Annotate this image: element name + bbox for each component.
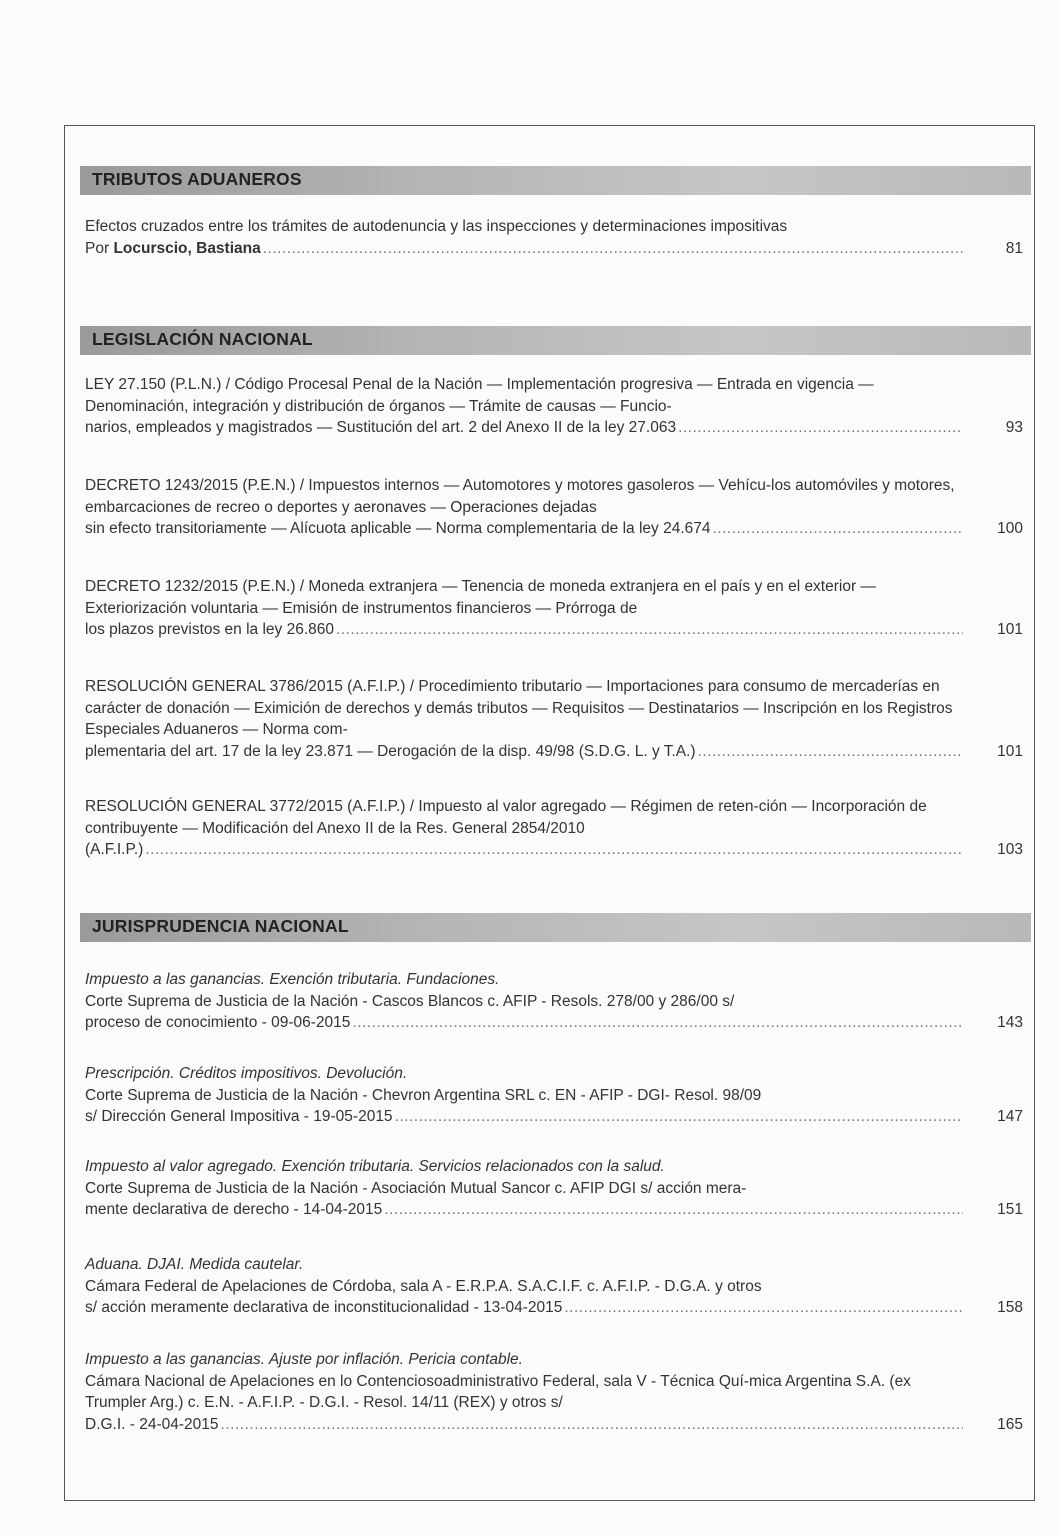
section-title: JURISPRUDENCIA NACIONAL: [92, 916, 349, 936]
entry-text-last: s/ Dirección General Impositiva - 19-05-2015: [85, 1108, 393, 1125]
toc-entry[interactable]: [85, 1063, 1023, 1128]
entry-text: DECRETO 1232/2015 (P.E.N.) / Moneda extranjera — Tenencia de moneda extranjera en el país y en el exterior — Exteriorización voluntaria — Emisión de instrumentos financieros — Prórroga de: [85, 578, 876, 617]
section-title: TRIBUTOS ADUANEROS: [92, 169, 302, 189]
page-number: 151: [997, 1201, 1023, 1218]
entry-text-last: s/ acción meramente declarativa de inconstitucionalidad - 13-04-2015: [85, 1299, 563, 1316]
page-number: 81: [1005, 239, 1023, 257]
leader-dots: [352, 1012, 963, 1034]
page-number: 158: [997, 1299, 1023, 1316]
entry-text: RESOLUCIÓN GENERAL 3786/2015 (A.F.I.P.) / Procedimiento tributario — Importaciones para consumo de mercaderías en carácter de donación — Eximición de derechos y demás tributos — Requisitos — Destinatarios — Inscripción en los Registros Especiales Aduaneros — Norma com-: [85, 678, 953, 738]
entry-topic: Prescripción. Créditos impositivos. Devolución.: [85, 1065, 408, 1082]
entry-text-last: proceso de conocimiento - 09-06-2015: [85, 1014, 351, 1031]
entry-topic: Impuesto al valor agregado. Exención tributaria. Servicios relacionados con la salud.: [85, 1158, 665, 1175]
entry-text: Corte Suprema de Justicia de la Nación - Asociación Mutual Sancor c. AFIP DGI s/ acción mera-: [85, 1179, 747, 1197]
toc-entry[interactable]: [85, 475, 1023, 540]
entry-text-last: los plazos previstos en la ley 26.860: [85, 621, 335, 638]
entry-text-last: mente declarativa de derecho - 14-04-2015: [85, 1201, 383, 1218]
toc-entry[interactable]: [85, 1349, 1023, 1435]
page-number: 143: [997, 1014, 1023, 1031]
section-header-jurisprudencia-nacional: [80, 913, 1031, 942]
leader-dots: [713, 518, 964, 540]
leader-dots: [698, 741, 963, 763]
leader-dots: [145, 839, 963, 861]
leader-dots: [678, 417, 963, 439]
entry-text-last: sin efecto transitoriamente — Alícuota aplicable — Norma complementaria de la ley 24.674: [85, 520, 711, 537]
entry-text: RESOLUCIÓN GENERAL 3772/2015 (A.F.I.P.) / Impuesto al valor agregado — Régimen de reten-ción — Incorporación de contribuyente — Modificación del Anexo II de la Res. General 2854/2010: [85, 798, 927, 837]
page-number: 100: [997, 520, 1023, 537]
section-header-legislacion-nacional: [80, 326, 1031, 355]
leader-dots: [384, 1199, 963, 1221]
page-number: 165: [997, 1415, 1023, 1433]
page-number: 101: [997, 742, 1023, 760]
page-number: 147: [997, 1108, 1023, 1125]
page-number: 93: [1005, 419, 1023, 436]
entry-text: Corte Suprema de Justicia de la Nación - Cascos Blancos c. AFIP - Resols. 278/00 y 286/00 s/: [85, 992, 735, 1010]
toc-entry[interactable]: [85, 216, 1023, 259]
toc-entry[interactable]: [85, 374, 1023, 439]
table-of-contents: [64, 125, 1035, 1501]
entry-text-last: narios, empleados y magistrados — Sustitución del art. 2 del Anexo II de la ley 27.063: [85, 419, 677, 436]
toc-entry[interactable]: [85, 676, 1023, 762]
entry-text: Corte Suprema de Justicia de la Nación - Chevron Argentina SRL c. EN - AFIP - DGI- Resol. 98/09: [85, 1086, 762, 1104]
entry-topic: Impuesto a las ganancias. Ajuste por inflación. Pericia contable.: [85, 1351, 523, 1368]
leader-dots: [221, 1414, 963, 1436]
page-number: 103: [997, 841, 1023, 858]
entry-text-last: (A.F.I.P.): [85, 841, 144, 858]
entry-text: Cámara Federal de Apelaciones de Córdoba, sala A - E.R.P.A. S.A.C.I.F. c. A.F.I.P. - D.G.A. y otros: [85, 1277, 762, 1295]
toc-entry[interactable]: [85, 969, 1023, 1034]
toc-entry[interactable]: [85, 1254, 1023, 1319]
entry-text: Cámara Nacional de Apelaciones en lo Contenciosoadministrativo Federal, sala V - Técnica Quí-mica Argentina S.A. (ex Trumpler Arg.) c. E.N. - A.F.I.P. - D.G.I. - Resol. 14/11 (REX) y otros s/: [85, 1372, 911, 1411]
section-title: LEGISLACIÓN NACIONAL: [92, 329, 313, 349]
entry-text: DECRETO 1243/2015 (P.E.N.) / Impuestos internos — Automotores y motores gasoleros — Vehícu-los automóviles y motores, embarcaciones de recreo o deportes y aeronaves — Operaciones dejadas: [85, 477, 955, 516]
entry-topic: Aduana. DJAI. Medida cautelar.: [85, 1256, 304, 1273]
entry-text: LEY 27.150 (P.L.N.) / Código Procesal Penal de la Nación — Implementación progresiva — Entrada en vigencia — Denominación, integración y distribución de órganos — Trámite de causas — Funcio-: [85, 376, 874, 415]
author-prefix: Por: [85, 239, 114, 257]
entry-author: Locurscio, Bastiana: [113, 239, 261, 257]
leader-dots: [395, 1106, 963, 1128]
toc-entry[interactable]: [85, 1156, 1023, 1221]
section-header-tributos-aduaneros: [80, 166, 1031, 195]
toc-entry[interactable]: [85, 576, 1023, 641]
leader-dots: [336, 619, 963, 641]
entry-topic: Impuesto a las ganancias. Exención tributaria. Fundaciones.: [85, 971, 500, 988]
toc-entry[interactable]: [85, 796, 1023, 861]
page-number: 101: [997, 621, 1023, 638]
entry-title: Efectos cruzados entre los trámites de autodenuncia y las inspecciones y determinaciones impositivas: [85, 218, 788, 235]
leader-dots: [564, 1297, 963, 1319]
entry-text-last: plementaria del art. 17 de la ley 23.871 — Derogación de la disp. 49/98 (S.D.G. L. y T.A.): [85, 742, 696, 760]
entry-text-last: D.G.I. - 24-04-2015: [85, 1415, 219, 1433]
leader-dots: [263, 238, 963, 260]
